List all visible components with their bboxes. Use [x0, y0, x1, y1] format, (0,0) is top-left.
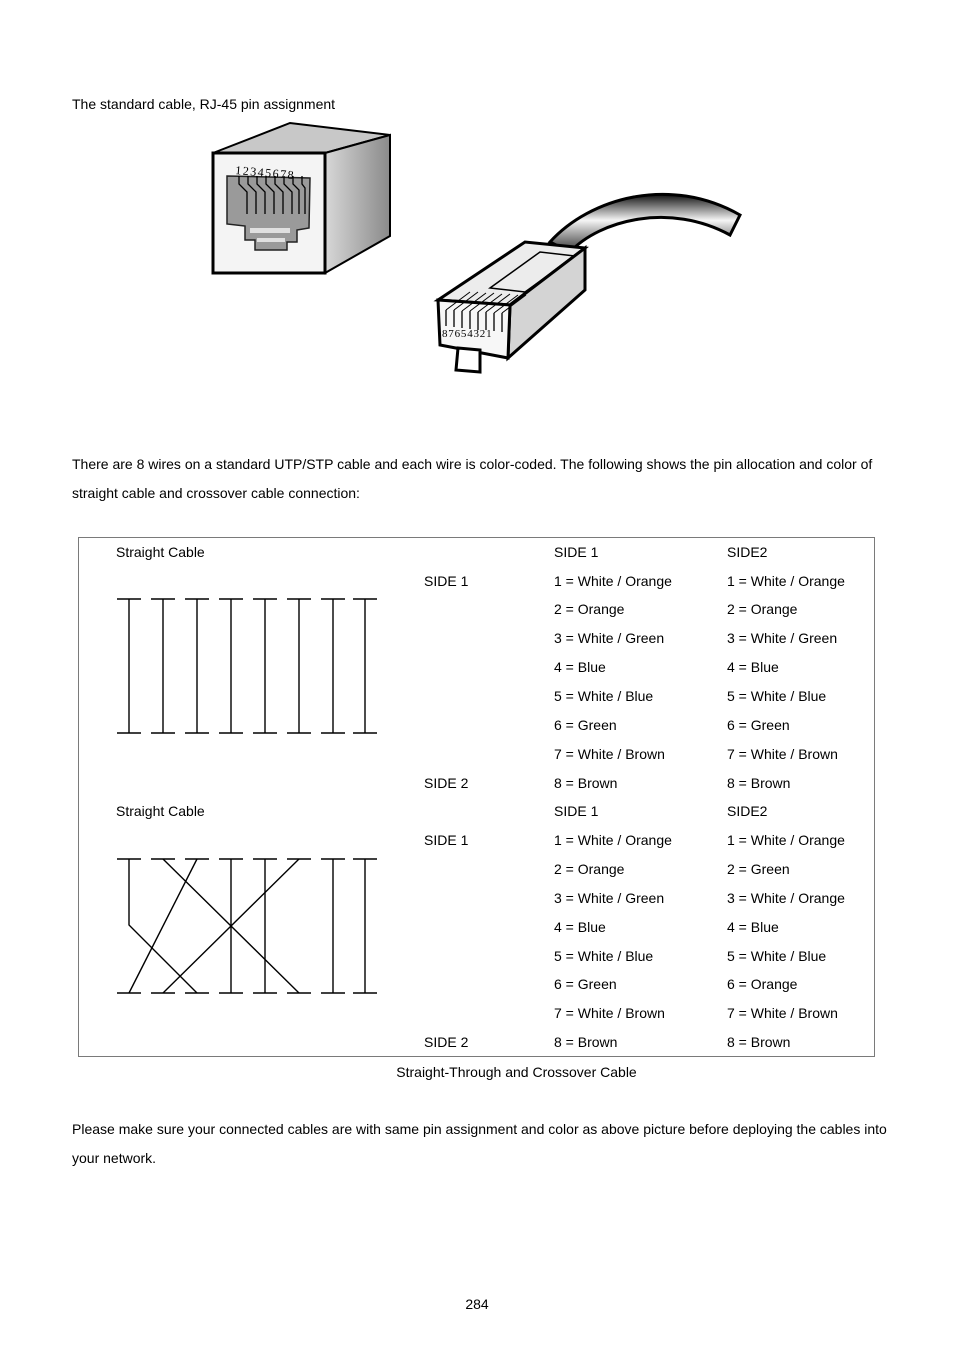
table2-side2-pin5: 5 = White / Blue [727, 948, 827, 964]
table2-side2-pin4: 4 = Blue [727, 919, 779, 935]
rj45-jack-illustration [205, 118, 405, 283]
table1-col-side1: SIDE 1 [554, 544, 599, 560]
table1-side2-pin6: 6 = Green [727, 717, 790, 733]
straight-wiring-diagram [110, 590, 390, 740]
intro-heading: The standard cable, RJ-45 pin assignment [72, 96, 336, 112]
table1-side1-pin7: 7 = White / Brown [554, 746, 665, 762]
table2-row-side2: SIDE 2 [424, 1034, 469, 1050]
table2-row-side1: SIDE 1 [424, 832, 469, 848]
table2-col-side2: SIDE2 [727, 803, 768, 819]
table2-side2-pin8: 8 = Brown [727, 1034, 791, 1050]
jack-pin-numbers: 12345678 [234, 163, 296, 183]
table1-side1-pin1: 1 = White / Orange [554, 573, 672, 589]
table1-row-side2: SIDE 2 [424, 775, 469, 791]
table1-side2-pin4: 4 = Blue [727, 659, 779, 675]
description-paragraph: There are 8 wires on a standard UTP/STP cable and each wire is color-coded. The following shows the pin allocation and color of straight cable and crossover cable connection: [72, 456, 873, 501]
table1-side2-pin3: 3 = White / Green [727, 630, 838, 646]
table2-side2-pin2: 2 = Green [727, 861, 790, 877]
table1-title: Straight Cable [116, 544, 205, 560]
table1-side1-pin6: 6 = Green [554, 717, 617, 733]
table2-side1-pin4: 4 = Blue [554, 919, 606, 935]
table1-side1-pin8: 8 = Brown [554, 775, 618, 791]
table2-side1-pin5: 5 = White / Blue [554, 948, 654, 964]
table2-side1-pin6: 6 = Green [554, 976, 617, 992]
table1-side1-pin5: 5 = White / Blue [554, 688, 654, 704]
table1-side1-pin4: 4 = Blue [554, 659, 606, 675]
table2-side1-pin8: 8 = Brown [554, 1034, 618, 1050]
table2-col-side1: SIDE 1 [554, 803, 599, 819]
plug-pin-numbers: 87654321 [442, 328, 493, 340]
table1-side2-pin1: 1 = White / Orange [727, 573, 845, 589]
table2-side2-pin7: 7 = White / Brown [727, 1005, 838, 1021]
table2-side1-pin3: 3 = White / Green [554, 890, 665, 906]
table1-side2-pin7: 7 = White / Brown [727, 746, 838, 762]
table2-side2-pin3: 3 = White / Orange [727, 890, 845, 906]
page-number: 284 [465, 1296, 489, 1312]
table1-side1-pin3: 3 = White / Green [554, 630, 665, 646]
table1-side2-pin5: 5 = White / Blue [727, 688, 827, 704]
table2-title: Straight Cable [116, 803, 205, 819]
table2-side1-pin2: 2 = Orange [554, 861, 625, 877]
table1-side2-pin8: 8 = Brown [727, 775, 791, 791]
table1-side2-pin2: 2 = Orange [727, 601, 798, 617]
table2-side2-pin1: 1 = White / Orange [727, 832, 845, 848]
table2-side2-pin6: 6 = Orange [727, 976, 798, 992]
rj45-plug-illustration [430, 180, 750, 380]
table2-side1-pin1: 1 = White / Orange [554, 832, 672, 848]
figure-caption: Straight-Through and Crossover Cable [396, 1064, 637, 1080]
table2-side1-pin7: 7 = White / Brown [554, 1005, 665, 1021]
table1-row-side1: SIDE 1 [424, 573, 469, 589]
crossover-wiring-diagram [110, 850, 390, 1000]
table1-side1-pin2: 2 = Orange [554, 601, 625, 617]
closing-note: Please make sure your connected cables are with same pin assignment and color as above picture before deploying the cables into your network. [72, 1121, 887, 1166]
table1-col-side2: SIDE2 [727, 544, 768, 560]
